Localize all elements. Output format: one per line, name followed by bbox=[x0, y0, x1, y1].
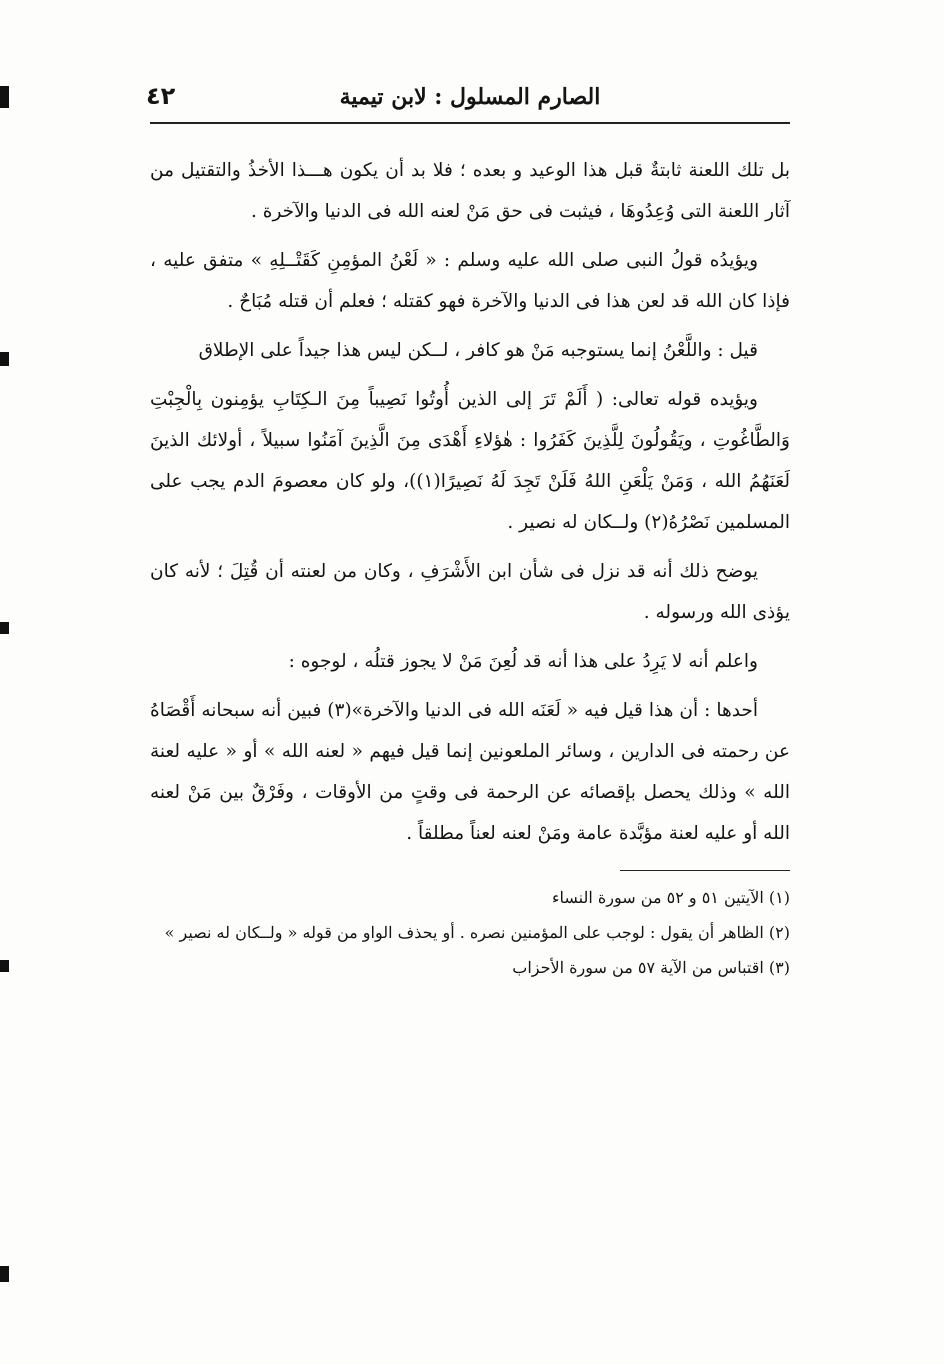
scan-edge-mark bbox=[0, 86, 9, 108]
paragraph: يوضح ذلك أنه قد نزل فى شأن ابن الأَشْرَفِ ، وكان من لعنته أن قُتِلَ ؛ لأنه كان يؤذى الله ورسوله . bbox=[150, 561, 790, 623]
scan-edge-mark bbox=[0, 960, 9, 972]
page-header bbox=[146, 78, 790, 124]
paragraph: قيل : واللَّعْنُ إنما يستوجبه مَنْ هو كافر ، لــكن ليس هذا جيداً على الإطلاق bbox=[198, 340, 758, 361]
scan-edge-mark bbox=[0, 622, 9, 634]
running-head: الصارم المسلول : لابن تيمية bbox=[339, 84, 601, 110]
scan-edge-mark bbox=[0, 1266, 9, 1282]
book-page bbox=[146, 78, 790, 986]
scan-edge-mark bbox=[0, 352, 9, 366]
footnote-divider bbox=[620, 870, 790, 871]
body-text bbox=[150, 150, 790, 854]
paragraph: أحدها : أن هذا قيل فيه « لَعَنَه الله فى الدنيا والآخرة»(٣) فبين أنه سبحانه أَقْصَاهُ عن رحمته فى الدارين ، وسائر الملعونين إنما قيل فيهم « لعنه الله » أو « عليه لعنة الله » وذلك يحصل بإقصائه عن الرحمة فى وقتٍ من الأوقات ، وفَرْقٌ بين مَنْ لعنه الله أو عليه لعنة مؤبَّدة عامة ومَنْ لعنه لعناً مطلقاً . bbox=[150, 700, 790, 844]
paragraph: بل تلك اللعنة ثابتةٌ قبل هذا الوعيد و بعده ؛ فلا بد أن يكون هـــذا الأخذُ والتقتيل من آثار اللعنة التى وُعِدُوهَا ، فيثبت فى حق مَنْ لعنه الله فى الدنيا والآخرة . bbox=[150, 160, 790, 222]
page-number: ٤٢ bbox=[146, 82, 176, 110]
footnote: (١) الآيتين ٥١ و ٥٢ من سورة النساء bbox=[551, 888, 790, 907]
footnotes bbox=[150, 881, 790, 984]
footnote: (٢) الظاهر أن يقول : لوجب على المؤمنين نصره . أو يحذف الواو من قوله « ولــكان له نصير » bbox=[164, 923, 790, 942]
footnote: (٣) اقتباس من الآية ٥٧ من سورة الأحزاب bbox=[512, 958, 790, 977]
paragraph: واعلم أنه لا يَرِدُ على هذا أنه قد لُعِنَ مَنْ لا يجوز قتلُه ، لوجوه : bbox=[288, 651, 758, 672]
paragraph: ويؤيدُه قولُ النبى صلى الله عليه وسلم : « لَعْنُ المؤمِنِ كَقَتْــلِهِ » متفق عليه ، فإذا كان الله قد لعن هذا فى الدنيا والآخرة فهو كقتله ؛ فعلم أن قتله مُبَاحٌ . bbox=[150, 250, 790, 312]
paragraph: ويؤيده قوله تعالى: ( أَلَمْ تَرَ إلى الذين أُوتُوا نَصِيباً مِنَ الـكِتَابِ يؤمِنون بِالْجِبْتِ وَالطَّاغُوتِ ، ويَقُولُونَ لِلَّذِينَ كَفَرُوا : هٰؤلاءِ أَهْدَى مِنَ الَّذِينَ آمَنُوا سبيلاً ، أولائك الذينَ لَعَنَهُمُ الله ، وَمَنْ يَلْعَنِ اللهُ فَلَنْ تَجِدَ لَهُ نَصِيرًا(١))، ولو كان معصومَ الدم يجب على المسلمين نَصْرُهُ(٢) ولــكان له نصير . bbox=[150, 389, 790, 533]
